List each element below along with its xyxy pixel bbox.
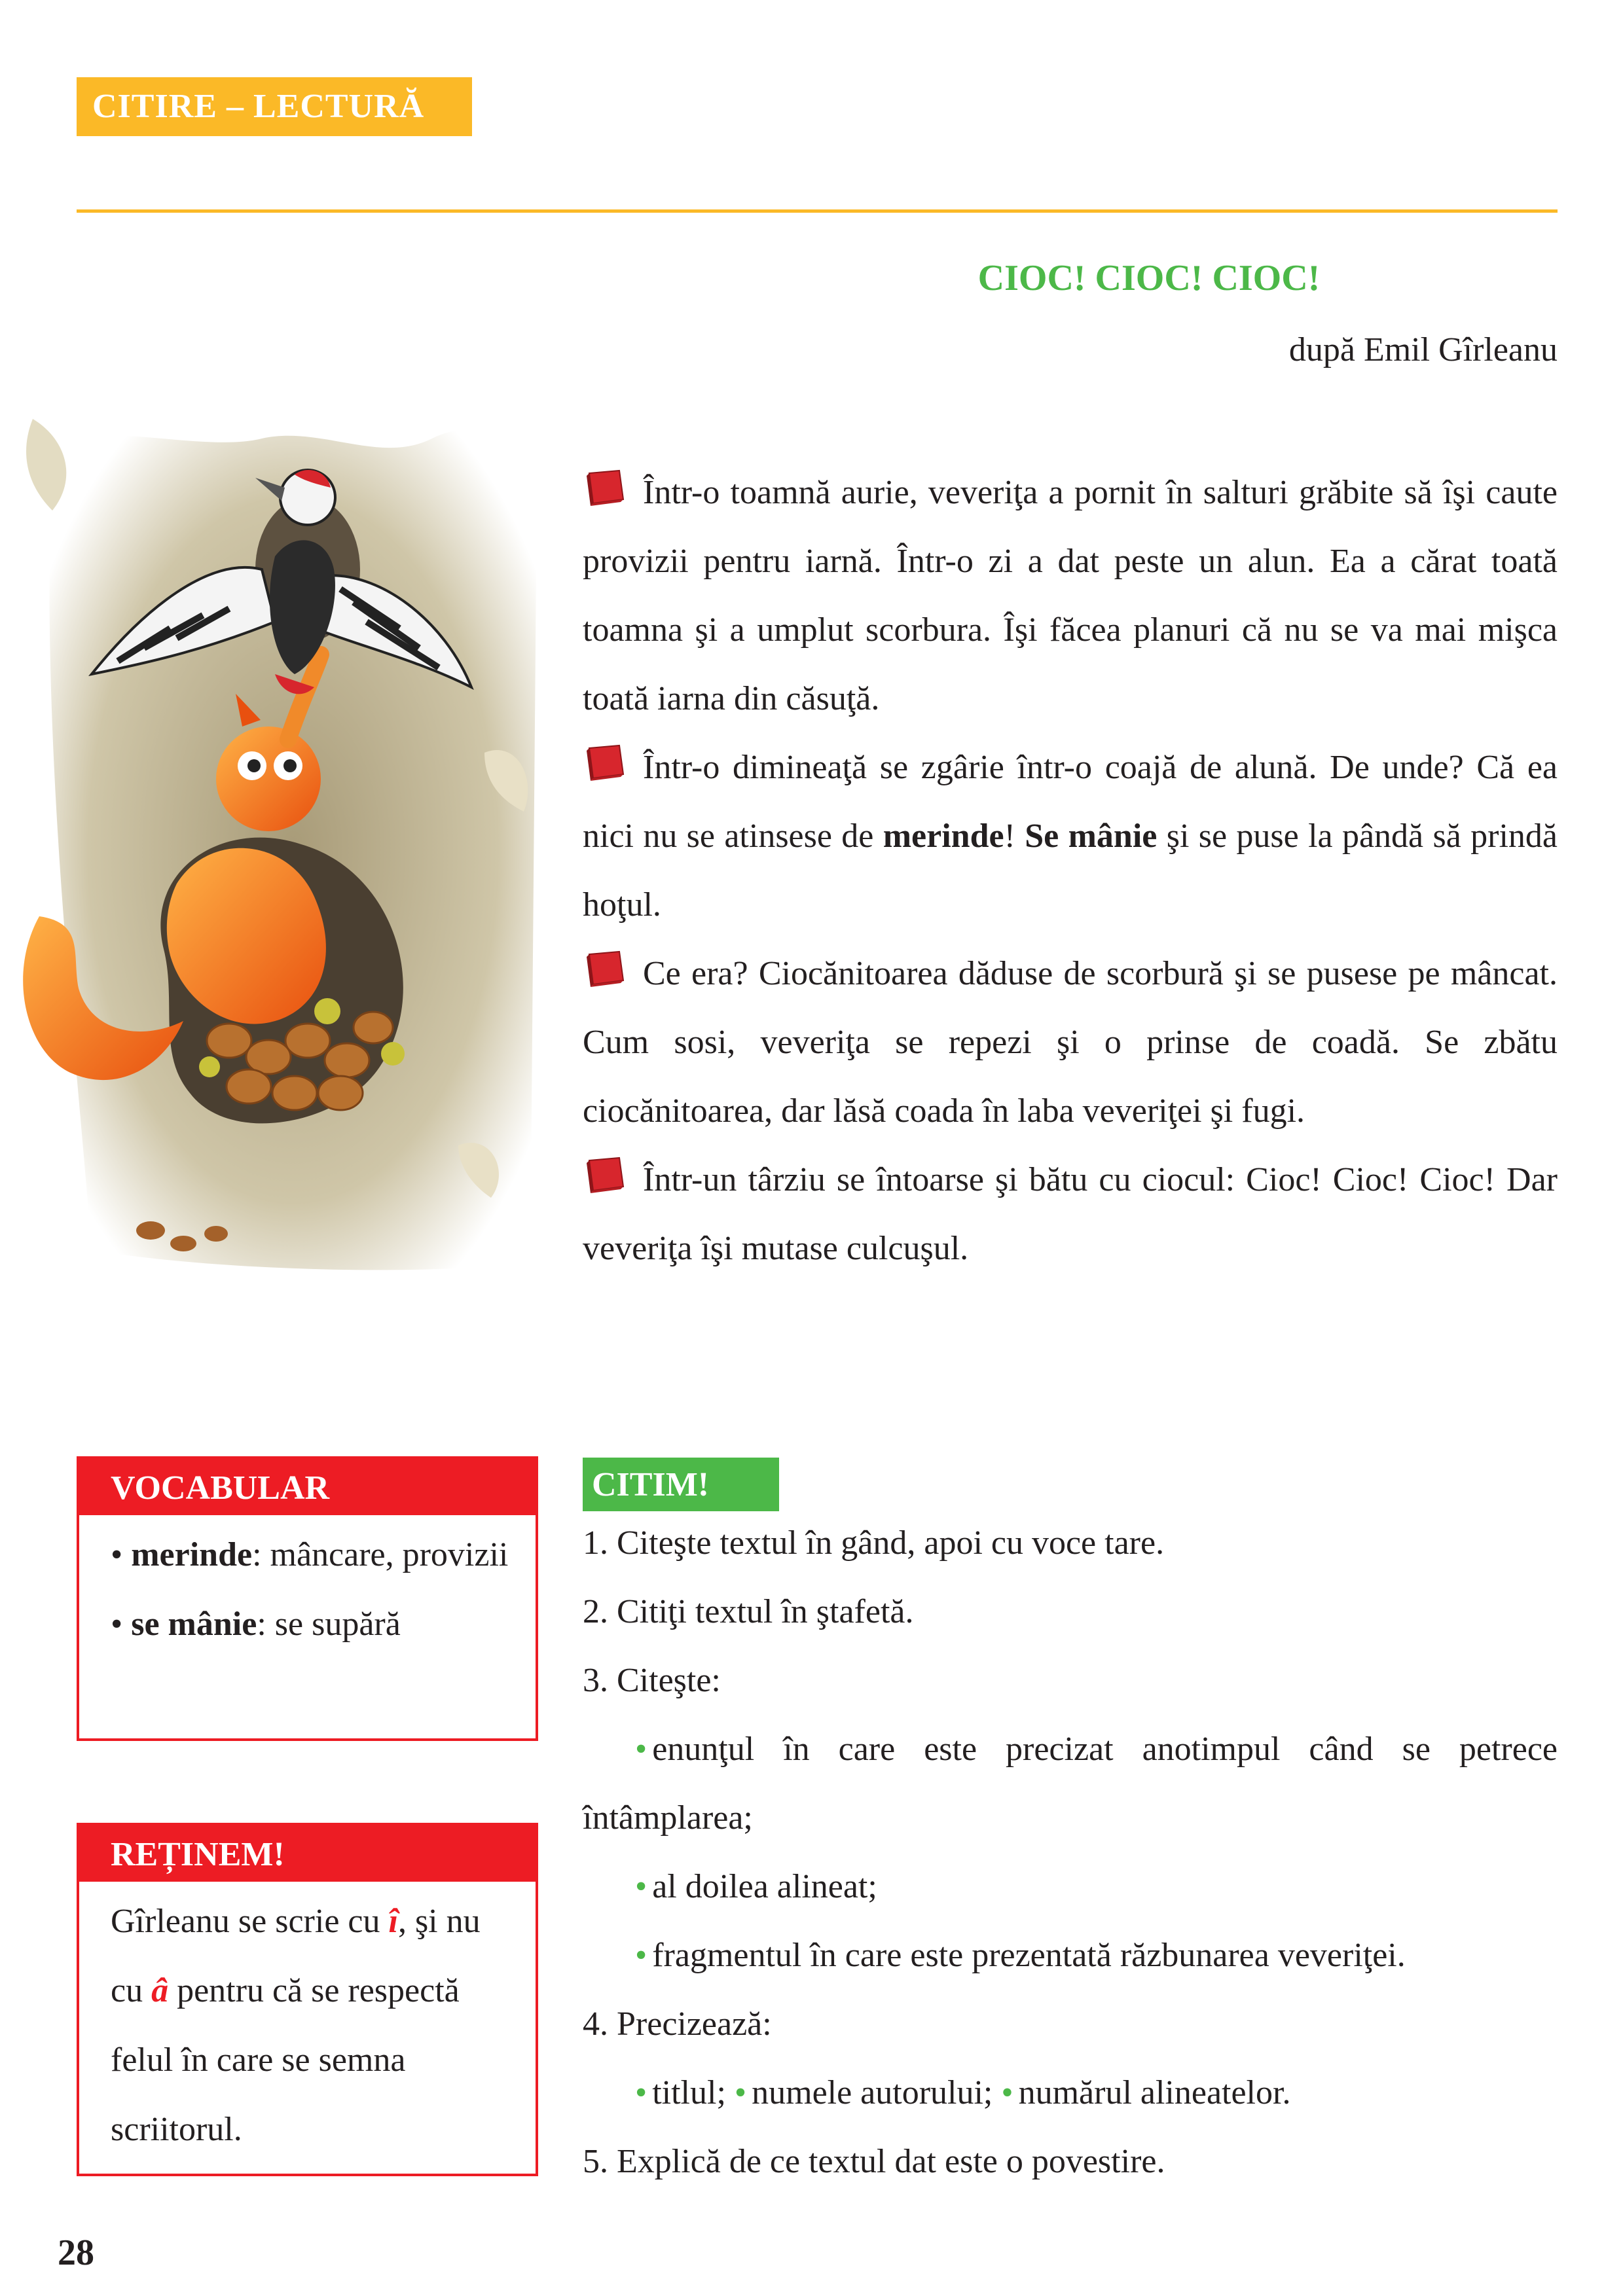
vocab-word-merinde: merinde	[883, 817, 1004, 855]
paragraph-3-text: Ce era? Ciocănitoarea dăduse de scorbură şi se pusese pe mâncat. Cum sosi, veveriţa se repezi şi o prinse de coadă. Se zbătu ciocănitoarea, dar lăsă coada în laba veveriţei şi fugi.	[583, 955, 1558, 1130]
vocab-word-se-manie: Se mânie	[1025, 817, 1158, 855]
citim-heading: CITIM!	[583, 1458, 779, 1511]
header-divider	[77, 209, 1558, 213]
section-label: CITIRE – LECTURĂ	[77, 77, 472, 136]
paragraph-1	[583, 458, 1558, 733]
paragraph-4	[583, 1145, 1558, 1283]
story-text	[583, 458, 1558, 1283]
paragraph-2: Într-o dimineaţă se zgârie într-o coajă de alună. De unde? Că ea nici nu se atinsese de merinde! Se mânie şi se puse la pândă să prindă hoţul.	[583, 733, 1558, 939]
question-3-item: • fragmentul în care este prezentată răzbunarea veveriţei.	[635, 1937, 1406, 1974]
retinem-box	[77, 1823, 538, 2176]
question-5: 5. Explică de ce textul dat este o povestire.	[583, 2143, 1165, 2180]
vocabular-heading: VOCABULAR	[79, 1459, 536, 1515]
bullet-icon: •	[1001, 2074, 1013, 2111]
letter-a-highlight: â	[151, 1972, 169, 2009]
story-author: după Emil Gîrleanu	[1288, 331, 1558, 368]
vocabular-box	[77, 1456, 538, 1741]
book-icon	[583, 949, 629, 988]
book-icon	[583, 468, 629, 507]
book-icon	[583, 1155, 629, 1194]
bullet-icon: •	[635, 1937, 647, 1974]
retinem-text: Gîrleanu se scrie cu î, şi nu cu â pentru că se respectă felul în care se semna scriitorul.	[111, 1903, 481, 2148]
question-3: 3. Citeşte:	[583, 1662, 721, 1699]
vocab-item: • merinde: mâncare, provizii	[111, 1536, 509, 1573]
paragraph-3	[583, 939, 1558, 1145]
vocab-item: • se mânie: se supără	[111, 1605, 401, 1643]
question-3-item: • enunţul în care este precizat anotimpul când se petrece întâmplarea;	[583, 1731, 1558, 1837]
citim-questions	[583, 1509, 1558, 2196]
question-2: 2. Citiţi textul în ştafetă.	[583, 1593, 914, 1630]
question-1: 1. Citeşte textul în gând, apoi cu voce tare.	[583, 1524, 1165, 1562]
vocabular-list	[79, 1515, 536, 1659]
bullet-icon: •	[635, 1731, 647, 1768]
paragraph-4-text: Într-un târziu se întoarse şi bătu cu ciocul: Cioc! Cioc! Cioc! Dar veveriţa îşi mutase culcuşul.	[583, 1161, 1558, 1267]
letter-i-highlight: î	[388, 1903, 398, 1940]
story-title: CIOC! CIOC! CIOC!	[977, 258, 1321, 298]
bullet-icon: •	[635, 1868, 647, 1905]
woodpecker-squirrel-illustration	[13, 412, 550, 1283]
question-4: 4. Precizează:	[583, 2005, 772, 2043]
page-number: 28	[58, 2233, 94, 2273]
book-icon	[583, 743, 629, 782]
bullet-icon: •	[635, 2074, 647, 2111]
bullet-icon: •	[734, 2074, 747, 2111]
question-3-item: • al doilea alineat;	[635, 1868, 877, 1905]
question-4-items: • titlul; • numele autorului; • numărul alineatelor.	[635, 2074, 1291, 2111]
paragraph-1-text: Într-o toamnă aurie, veveriţa a pornit în salturi grăbite să îşi caute provizii pentru iarnă. Într-o zi a dat peste un alun. Ea a cărat toată toamna şi a umplut scorbura. Îşi făcea planuri că nu se va mai mişca toată iarna din căsuţă.	[583, 474, 1558, 717]
retinem-heading: REȚINEM!	[79, 1825, 536, 1882]
